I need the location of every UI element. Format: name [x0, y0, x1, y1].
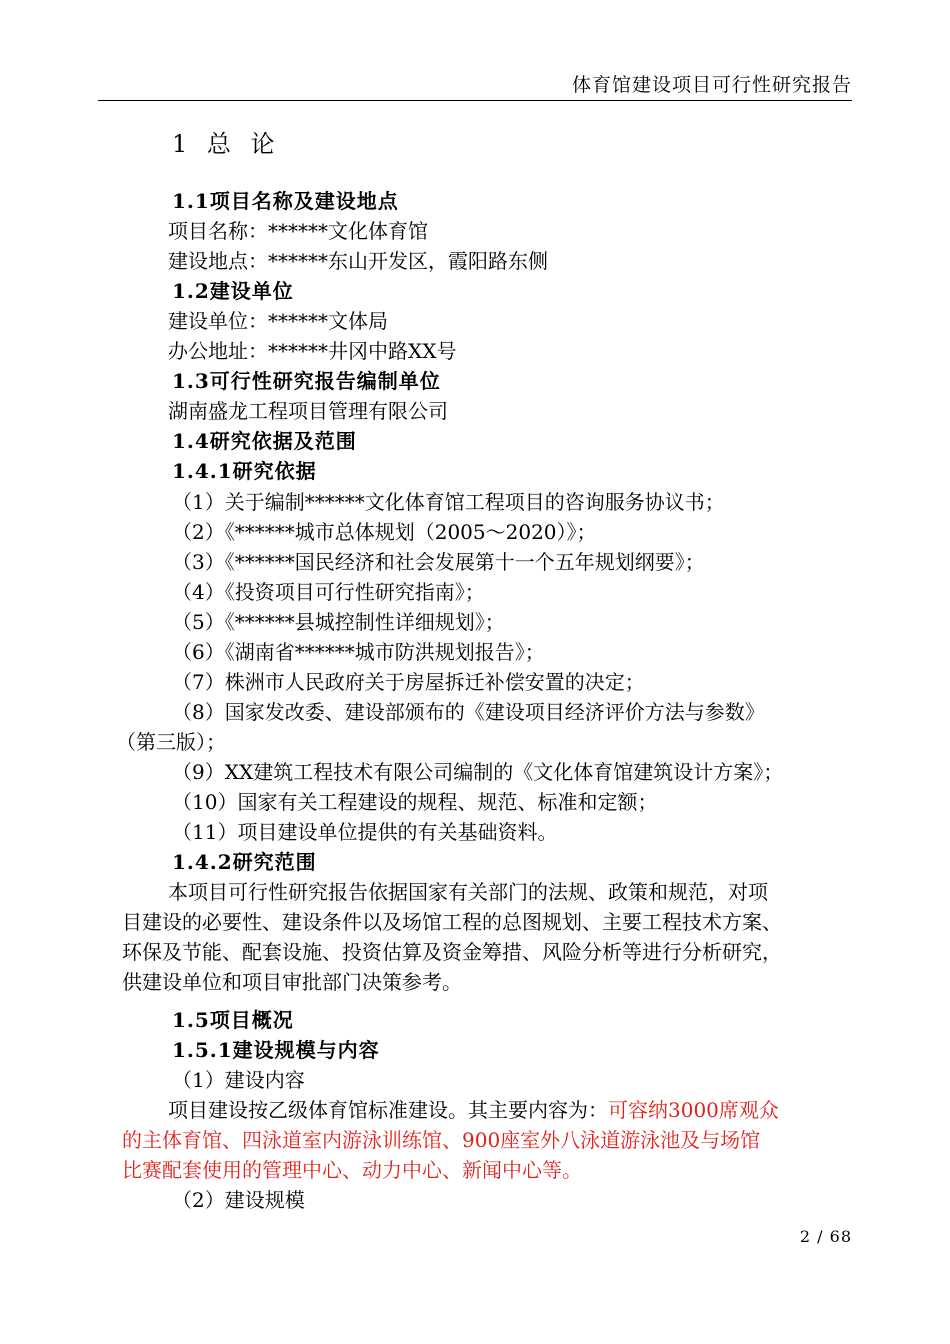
section-heading-1-5-1: 1.5.1建设规模与内容: [172, 1038, 380, 1062]
basis-item: （2）《******城市总体规划（2005～2020）》；: [172, 520, 597, 544]
scope-paragraph-line: 目建设的必要性、建设条件以及场馆工程的总图规划、主要工程技术方案、: [122, 910, 782, 934]
page-separator: /: [817, 1227, 824, 1246]
section-heading-1-3: 1.3可行性研究报告编制单位: [172, 369, 441, 393]
basis-item: （10）国家有关工程建设的规程、规范、标准和定额；: [172, 790, 658, 814]
chapter-title: 1 总 论: [172, 130, 281, 158]
basis-item: （7）株洲市人民政府关于房屋拆迁补偿安置的决定；: [172, 670, 645, 694]
basis-item: （6）《湖南省******城市防洪规划报告》；: [172, 640, 545, 664]
basis-item: （1）关于编制******文化体育馆工程项目的咨询服务协议书；: [172, 490, 725, 514]
page-header: 体育馆建设项目可行性研究报告: [571, 74, 852, 96]
builder-unit: 建设单位：******文体局: [168, 309, 388, 333]
scope-paragraph-line: 本项目可行性研究报告依据国家有关部门的法规、政策和规范，对项: [168, 880, 768, 904]
scope-paragraph-line: 供建设单位和项目审批部门决策参考。: [122, 970, 462, 994]
page-current: 2: [799, 1227, 812, 1246]
section-heading-1-4: 1.4研究依据及范围: [172, 429, 357, 453]
basis-item-continued: （第三版）；: [116, 730, 226, 754]
content-highlight: 可容纳3000席观众: [608, 1098, 779, 1122]
basis-item: （9）XX建筑工程技术有限公司编制的《文化体育馆建筑设计方案》；: [172, 760, 784, 784]
scope-paragraph-line: 环保及节能、配套设施、投资估算及资金筹措、风险分析等进行分析研究，: [122, 940, 782, 964]
basis-item: （11）项目建设单位提供的有关基础资料。: [172, 820, 558, 844]
project-name: 项目名称：******文化体育馆: [168, 219, 428, 243]
basis-item: （4）《投资项目可行性研究指南》；: [172, 580, 485, 604]
section-heading-1-5: 1.5项目概况: [172, 1008, 294, 1032]
compiler-unit: 湖南盛龙工程项目管理有限公司: [168, 399, 448, 423]
item-construction-content: （1）建设内容: [172, 1068, 305, 1092]
content-highlight-line: 比赛配套使用的管理中心、动力中心、新闻中心等。: [122, 1158, 582, 1182]
content-intro: 项目建设按乙级体育馆标准建设。其主要内容为：: [168, 1098, 608, 1122]
office-address: 办公地址：******井冈中路XX号: [168, 339, 457, 363]
basis-item: （8）国家发改委、建设部颁布的《建设项目经济评价方法与参数》: [172, 700, 765, 724]
section-heading-1-1: 1.1项目名称及建设地点: [172, 189, 399, 213]
page-number: [800, 1227, 852, 1246]
section-heading-1-4-2: 1.4.2研究范围: [172, 850, 317, 874]
section-heading-1-4-1: 1.4.1研究依据: [172, 459, 317, 483]
basis-item: （5）《******县城控制性详细规划》；: [172, 610, 505, 634]
basis-item: （3）《******国民经济和社会发展第十一个五年规划纲要》；: [172, 550, 705, 574]
header-rule: [98, 100, 852, 101]
item-construction-scale: （2）建设规模: [172, 1188, 305, 1212]
project-site: 建设地点：******东山开发区，霞阳路东侧: [168, 249, 548, 273]
page-total: 68: [829, 1227, 852, 1246]
content-paragraph-line: [168, 1095, 779, 1125]
content-highlight-line: 的主体育馆、四泳道室内游泳训练馆、900座室外八泳道游泳池及与场馆: [122, 1128, 761, 1152]
section-heading-1-2: 1.2建设单位: [172, 279, 294, 303]
